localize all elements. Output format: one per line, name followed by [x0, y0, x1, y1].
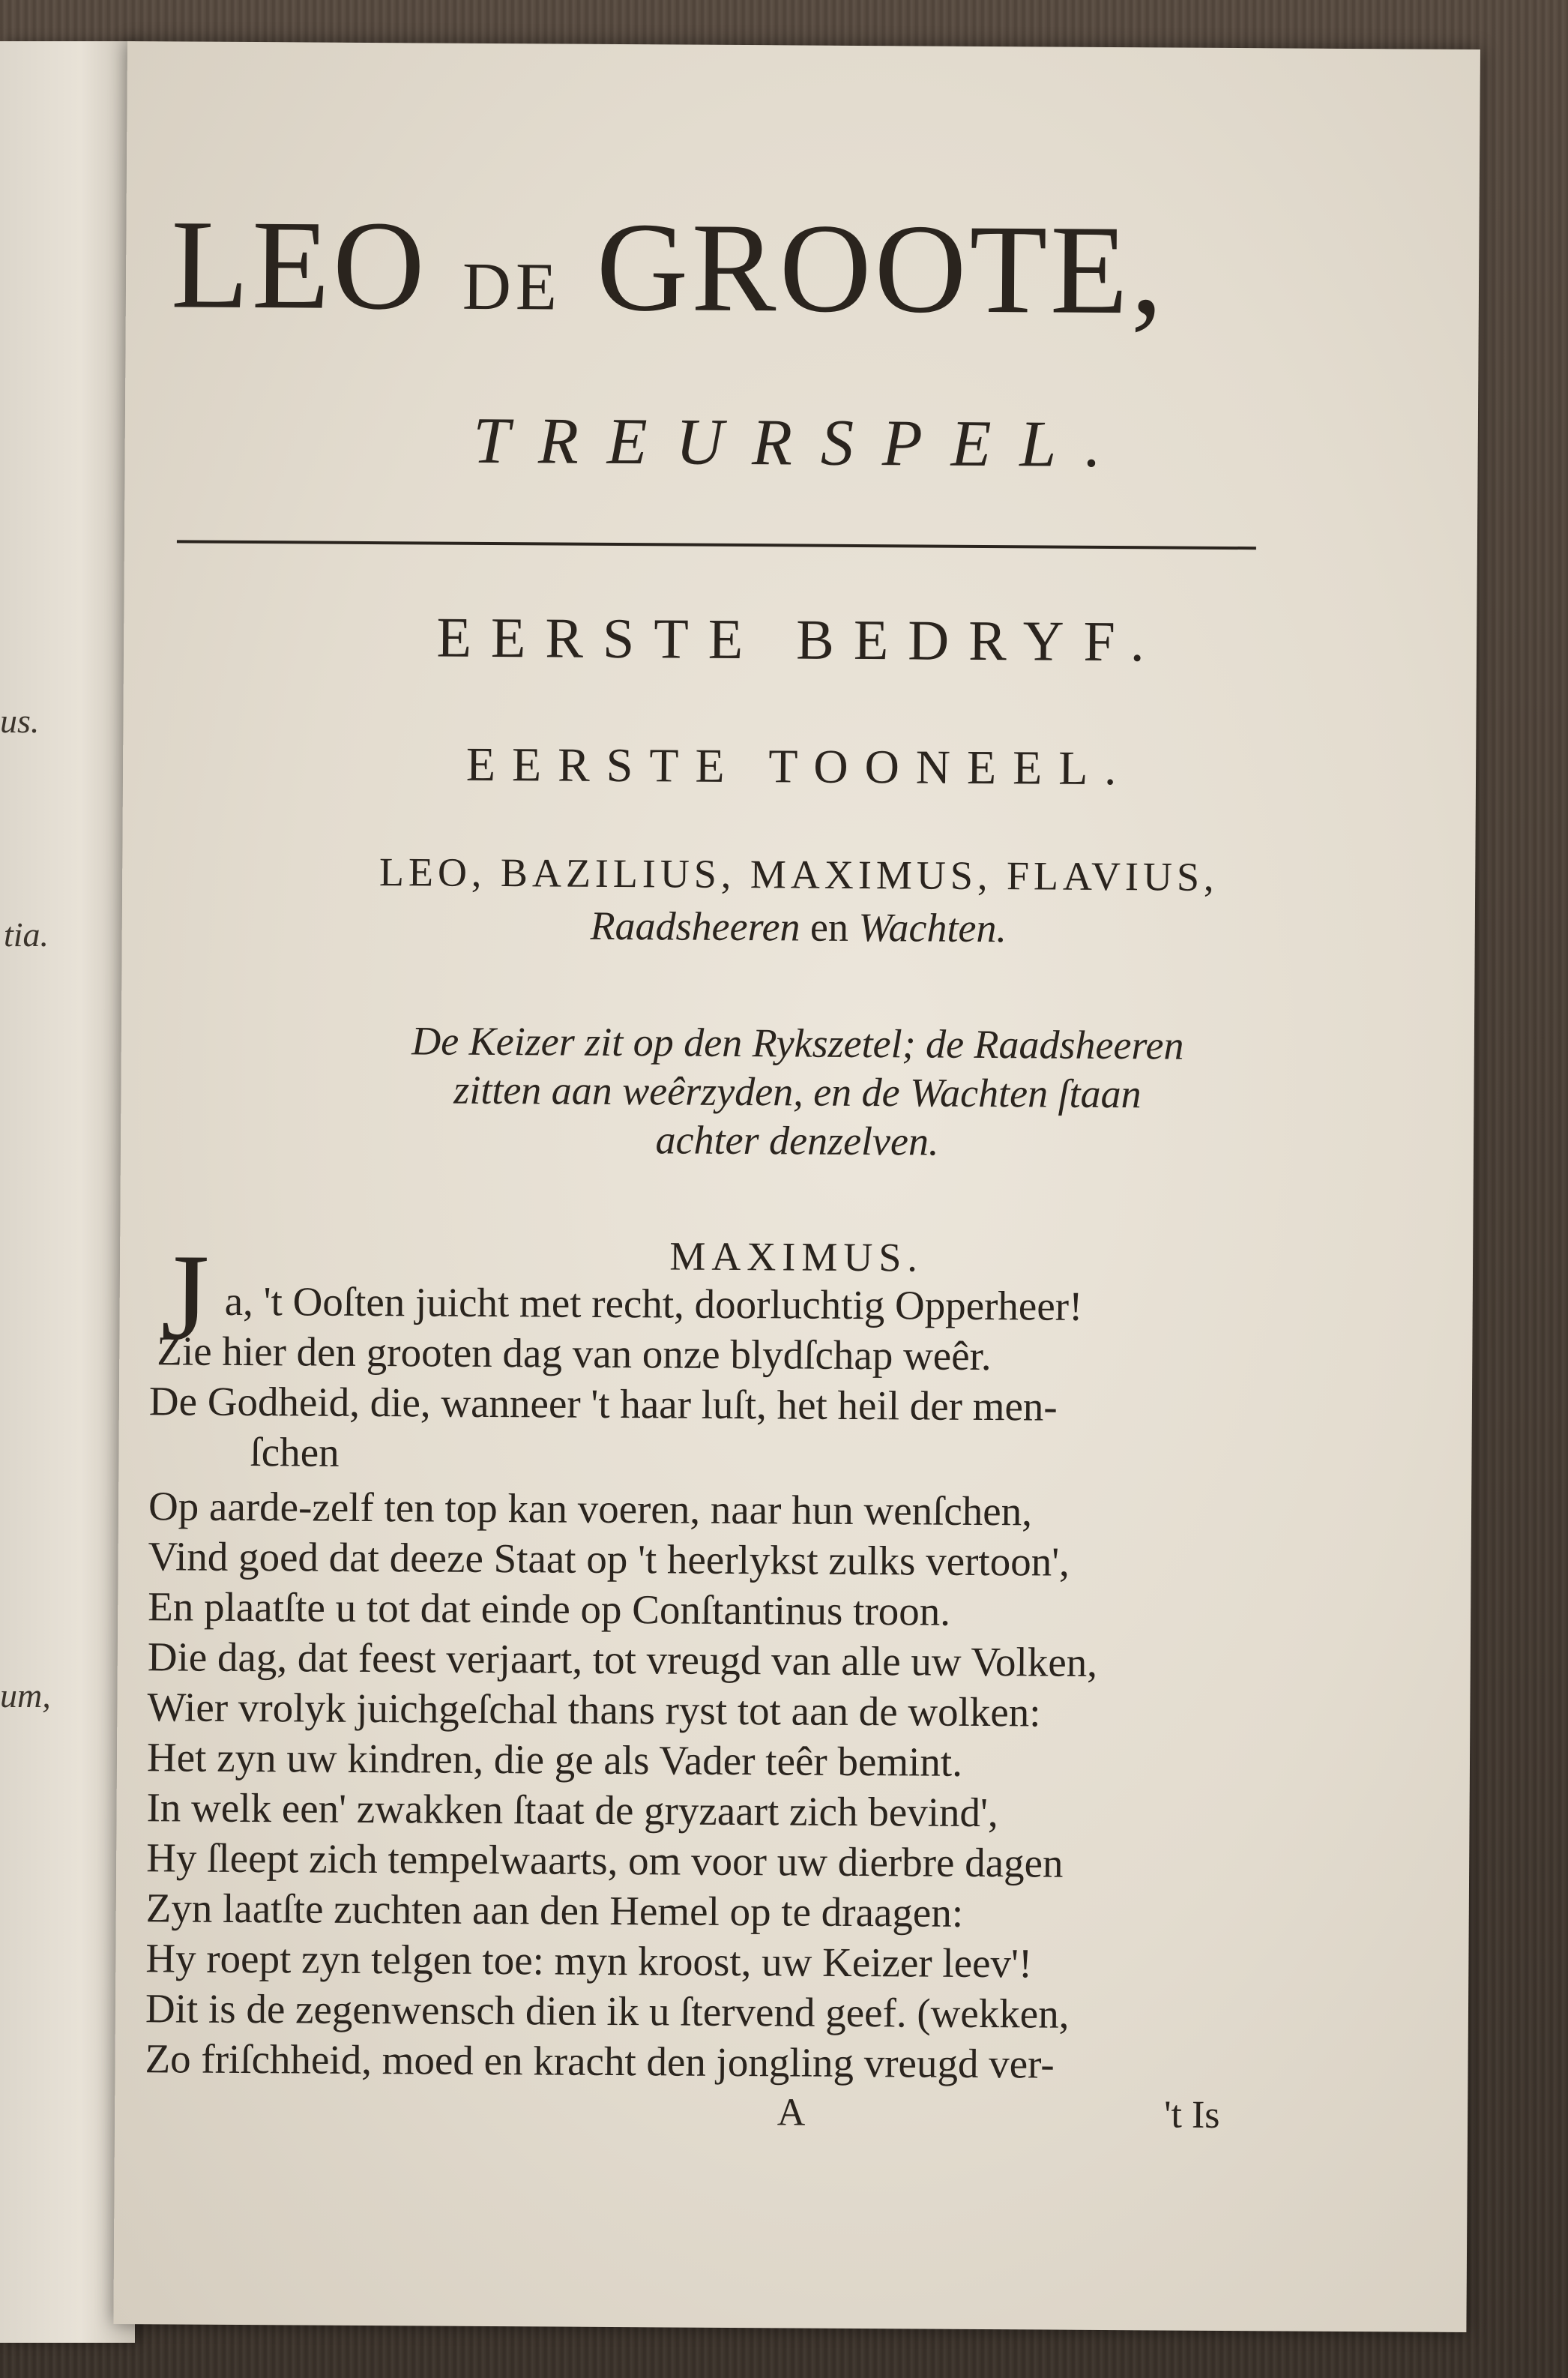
left-page-fragment: us.: [0, 702, 40, 740]
verse-line: Hy ſleept zich tempelwaarts, om voor uw dierbre dagen: [146, 1834, 1064, 1886]
verse-line: Zie hier den grooten dag van onze blydſchap weêr.: [157, 1328, 992, 1379]
drop-cap: J: [160, 1228, 210, 1366]
characters-conjunction: en: [809, 904, 849, 950]
stage-direction-line: De Keizer zit op den Rykszetel; de Raadsheeren: [411, 1018, 1184, 1068]
verse-line: Zyn laatſte zuchten aan den Hemel op te draagen:: [145, 1885, 964, 1936]
signature-mark: A: [777, 2091, 806, 2134]
scene-heading: EERSTE TOONEEL.: [465, 737, 1133, 795]
verse-line: Die dag, dat feest verjaart, tot vreugd van alle uw Volken,: [147, 1634, 1098, 1685]
page-title: [171, 191, 1408, 345]
divider-rule: [177, 540, 1256, 550]
left-page-fragment: um,: [0, 1676, 51, 1715]
verse-line: Zo friſchheid, moed en kracht den jongling vreugd ver-: [145, 2035, 1055, 2087]
verse-line: Op aarde-zelf ten top kan voeren, naar hun wenſchen,: [148, 1483, 1033, 1535]
title-part-leo: LEO: [170, 193, 429, 337]
stage-direction-line: zitten aan weêrzyden, en de Wachten ſtaan: [453, 1067, 1142, 1117]
verse-line: In welk een' zwakken ſtaat de gryzaart zich bevind',: [146, 1784, 998, 1836]
characters-wachten: Wachten.: [858, 904, 1007, 951]
verse-line: De Godheid, die, wanneer 't haar luſt, het heil der men-: [148, 1378, 1058, 1430]
characters-list: LEO, BAZILIUS, MAXIMUS, FLAVIUS,: [379, 849, 1219, 900]
stage-direction-line: achter denzelven.: [655, 1117, 939, 1164]
catchword: 't Is: [1163, 2093, 1220, 2137]
subtitle: TREURSPEL.: [472, 404, 1130, 482]
verse-line: Wier vrolyk juichgeſchal thans ryst tot aan de wolken:: [147, 1684, 1041, 1736]
act-heading: EERSTE BEDRYF.: [436, 606, 1164, 674]
book-page: [113, 41, 1480, 2332]
verse-line: Vind goed dat deeze Staat op 't heerlykst zulks vertoon',: [148, 1533, 1070, 1585]
left-page-edge: [0, 41, 135, 2343]
title-part-de: DE: [462, 249, 562, 325]
left-page-fragment: tia.: [4, 915, 49, 954]
characters-list-second-line: [122, 900, 1475, 954]
verse-line: Dit is de zegenwensch dien ik u ſtervend geef. (wekken,: [145, 1985, 1070, 2037]
characters-raadsheeren: Raadsheeren: [590, 903, 800, 950]
verse-line: Het zyn uw kindren, die ge als Vader teêr bemint.: [146, 1734, 963, 1785]
title-part-groote: GROOTE,: [596, 196, 1167, 341]
verse-line: ſchen: [250, 1429, 340, 1475]
verse-line: En plaatſte u tot dat einde op Conſtantinus troon.: [148, 1583, 951, 1634]
verse-line: Hy roept zyn telgen toe: myn kroost, uw Keizer leev'!: [145, 1935, 1033, 1987]
verse-line: a, 't Ooſten juicht met recht, doorluchtig Opperheer!: [224, 1277, 1083, 1329]
speaker-name: MAXIMUS.: [669, 1233, 924, 1280]
